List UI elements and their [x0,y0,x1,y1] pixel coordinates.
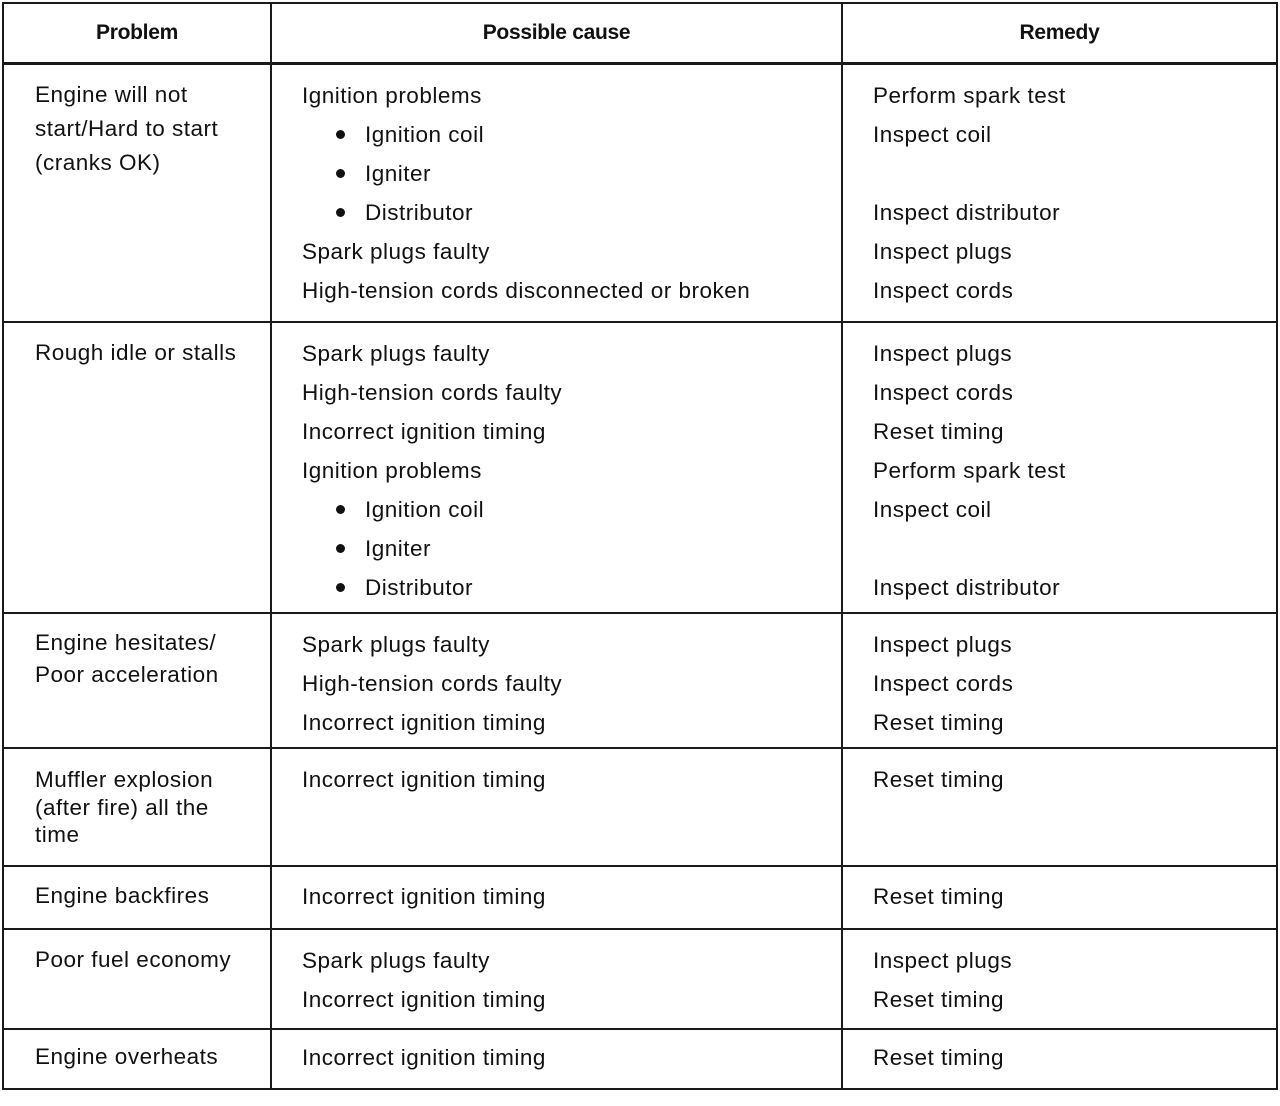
remedy-item: Perform spark test [873,458,1066,483]
problem-cell [3,322,271,613]
cause-subitem-label: Ignition coil [365,122,485,147]
header-problem: Problem [3,3,271,64]
remedy-cell [842,929,1277,1029]
table-row [3,748,1277,866]
remedy-item: Inspect distributor [873,200,1061,225]
cause-cell [271,1029,842,1089]
cause-subitem [302,529,833,568]
problem-text: Engine hesitates/ Poor acceleration [35,630,219,687]
cause-subitem-label: Distributor [365,575,474,600]
cause-cell [271,64,842,323]
bullet-icon [336,583,345,592]
cause-cell [271,929,842,1029]
cause-item: High-tension cords faulty [302,380,563,405]
remedy-item: Inspect plugs [873,632,1013,657]
table-row [3,322,1277,613]
cause-item: Spark plugs faulty [302,239,490,264]
remedy-cell [842,1029,1277,1089]
remedy-item: Inspect plugs [873,948,1013,973]
table-row [3,866,1277,929]
bullet-icon [336,208,345,217]
cause-item: Ignition problems [302,458,482,483]
remedy-item: Perform spark test [873,83,1066,108]
problem-cell [3,1029,271,1089]
bullet-icon [336,169,345,178]
header-row [3,3,1277,64]
cause-subitem [302,154,833,193]
cause-subitem-label: Ignition coil [365,497,485,522]
cause-item: Incorrect ignition timing [302,884,546,909]
remedy-item: Inspect coil [873,497,992,522]
cause-subitem [302,568,833,607]
bullet-icon [336,505,345,514]
remedy-item: Inspect plugs [873,239,1013,264]
cause-cell [271,322,842,613]
remedy-item: Inspect cords [873,671,1014,696]
table-row [3,64,1277,323]
problem-text: Muffler explosion (after fire) all the time [35,767,214,847]
problem-text: Poor fuel economy [35,947,232,972]
remedy-item-empty [873,154,1268,193]
cause-subitem-label: Igniter [365,161,432,186]
problem-cell [3,866,271,929]
remedy-item: Reset timing [873,767,1005,792]
remedy-item: Inspect cords [873,278,1014,303]
remedy-item-empty [873,529,1268,568]
cause-item: High-tension cords faulty [302,671,563,696]
remedy-cell [842,64,1277,323]
cause-cell [271,748,842,866]
cause-subitem [302,115,833,154]
cause-cell [271,613,842,748]
table-row [3,613,1277,748]
cause-item: Ignition problems [302,83,482,108]
problem-cell [3,929,271,1029]
troubleshooting-table-container [2,2,1276,1090]
table-row [3,1029,1277,1089]
cause-item: Incorrect ignition timing [302,419,546,444]
cause-item: Incorrect ignition timing [302,1045,546,1070]
cause-subitem-label: Igniter [365,536,432,561]
problem-text: Engine will not start/Hard to start (cranks OK) [35,82,219,175]
remedy-item: Reset timing [873,419,1005,444]
remedy-cell [842,866,1277,929]
problem-text: Rough idle or stalls [35,340,237,365]
problem-cell [3,748,271,866]
remedy-item: Reset timing [873,987,1005,1012]
bullet-icon [336,130,345,139]
cause-item: Spark plugs faulty [302,632,490,657]
remedy-item: Reset timing [873,1045,1005,1070]
cause-item: Incorrect ignition timing [302,987,546,1012]
cause-item: High-tension cords disconnected or broken [302,278,751,303]
cause-item: Incorrect ignition timing [302,767,546,792]
troubleshooting-table [2,2,1278,1090]
table-row [3,929,1277,1029]
remedy-item: Inspect coil [873,122,992,147]
remedy-item: Reset timing [873,884,1005,909]
cause-item: Incorrect ignition timing [302,710,546,735]
problem-text: Engine backfires [35,883,210,908]
cause-item: Spark plugs faulty [302,341,490,366]
header-possible-cause: Possible cause [271,3,842,64]
bullet-icon [336,544,345,553]
header-remedy: Remedy [842,3,1277,64]
problem-text: Engine overheats [35,1044,219,1069]
problem-cell [3,64,271,323]
cause-cell [271,866,842,929]
remedy-item: Inspect cords [873,380,1014,405]
cause-item: Spark plugs faulty [302,948,490,973]
remedy-item: Reset timing [873,710,1005,735]
problem-cell [3,613,271,748]
cause-subitem-label: Distributor [365,200,474,225]
remedy-cell [842,748,1277,866]
cause-subitem [302,490,833,529]
cause-subitem [302,193,833,232]
remedy-item: Inspect distributor [873,575,1061,600]
remedy-item: Inspect plugs [873,341,1013,366]
remedy-cell [842,613,1277,748]
remedy-cell [842,322,1277,613]
